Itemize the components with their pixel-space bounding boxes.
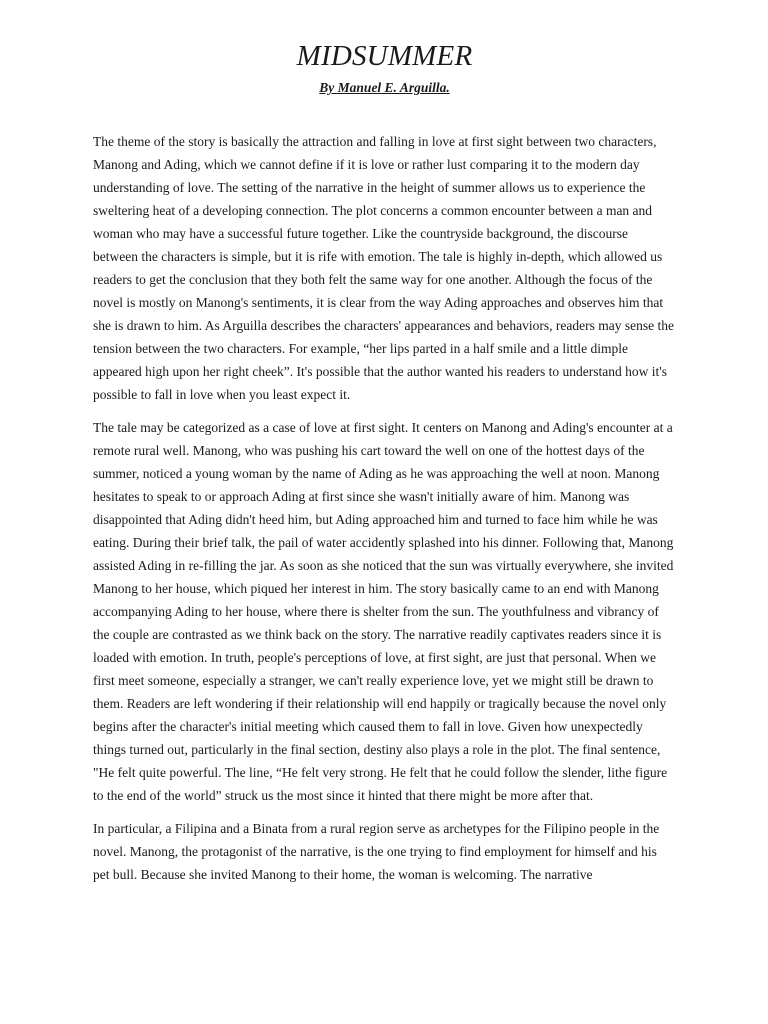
paragraph-3: In particular, a Filipina and a Binata from a rural region serve as archetypes for the Filipino people in the novel. Manong, the protagonist of the narrative, is the one trying to find employment for himself and his pet bull. Because she invited Manong to their home, the woman is welcoming. The narrative [93,821,660,883]
document-byline: By Manuel E. Arguilla. [319,80,450,96]
document-title: MIDSUMMER [296,40,473,72]
paragraph-1: The theme of the story is basically the attraction and falling in love at first sight between two characters, Manong and Ading, which we cannot define if it is love or rather lust comparing it to the modern day understanding of love. The setting of the narrative in the height of summer allows us to experience the sweltering heat of a developing connection. The plot concerns a common encounter between a man and woman who may have a successful future together. Like the countryside background, the discourse between the characters is simple, but it is rife with emotion. The tale is highly in-depth, which allowed us readers to get the conclusion that they both felt the same way for one another. Although the focus of the novel is mostly on Manong's sentiments, it is clear from the way Ading approaches and observes him that she is drawn to him. As Arguilla describes the characters' appearances and behaviors, readers may sense the tension between the two characters. For example, “her lips parted in a half smile and a little dimple appeared high upon her right cheek”. It's possible that the author wanted his readers to understand how it's possible to fall in love when you least expect it. [93,134,674,403]
paragraph-2: The tale may be categorized as a case of love at first sight. It centers on Manong and Ading's encounter at a remote rural well. Manong, who was pushing his cart toward the well on one of the hottest days of the summer, noticed a young woman by the name of Ading as he was approaching the well at noon. Manong hesitates to speak to or approach Ading at first since she wasn't initially aware of him. Manong was disappointed that Ading didn't heed him, but Ading approached him and turned to face him while he was eating. During their brief talk, the pail of water accidently splashed into his dinner. Following that, Manong assisted Ading in re-filling the jar. As soon as she noticed that the sun was virtually everywhere, she invited Manong to her house, which piqued her interest in him. The story basically came to an end with Manong accompanying Ading to her house, where there is shelter from the sun. The youthfulness and vibrancy of the couple are contrasted as we think back on the story. The narrative readily captivates readers since it is loaded with emotion. In truth, people's perceptions of love, at first sight, are just that personal. When we first meet someone, especially a stranger, we can't really experience love, yet we might still be drawn to them. Readers are left wondering if their relationship will end happily or tragically because the novel only begins after the character's initial meeting which caused them to fall in love. Given how unexpectedly things turned out, particularly in the final section, destiny also plays a role in the plot. The final sentence, "He felt quite powerful. The line, “He felt very strong. He felt that he could follow the slender, lithe figure to the end of the world” struck us the most since it hinted that there might be more after that. [93,420,674,804]
document-body [93,130,676,886]
